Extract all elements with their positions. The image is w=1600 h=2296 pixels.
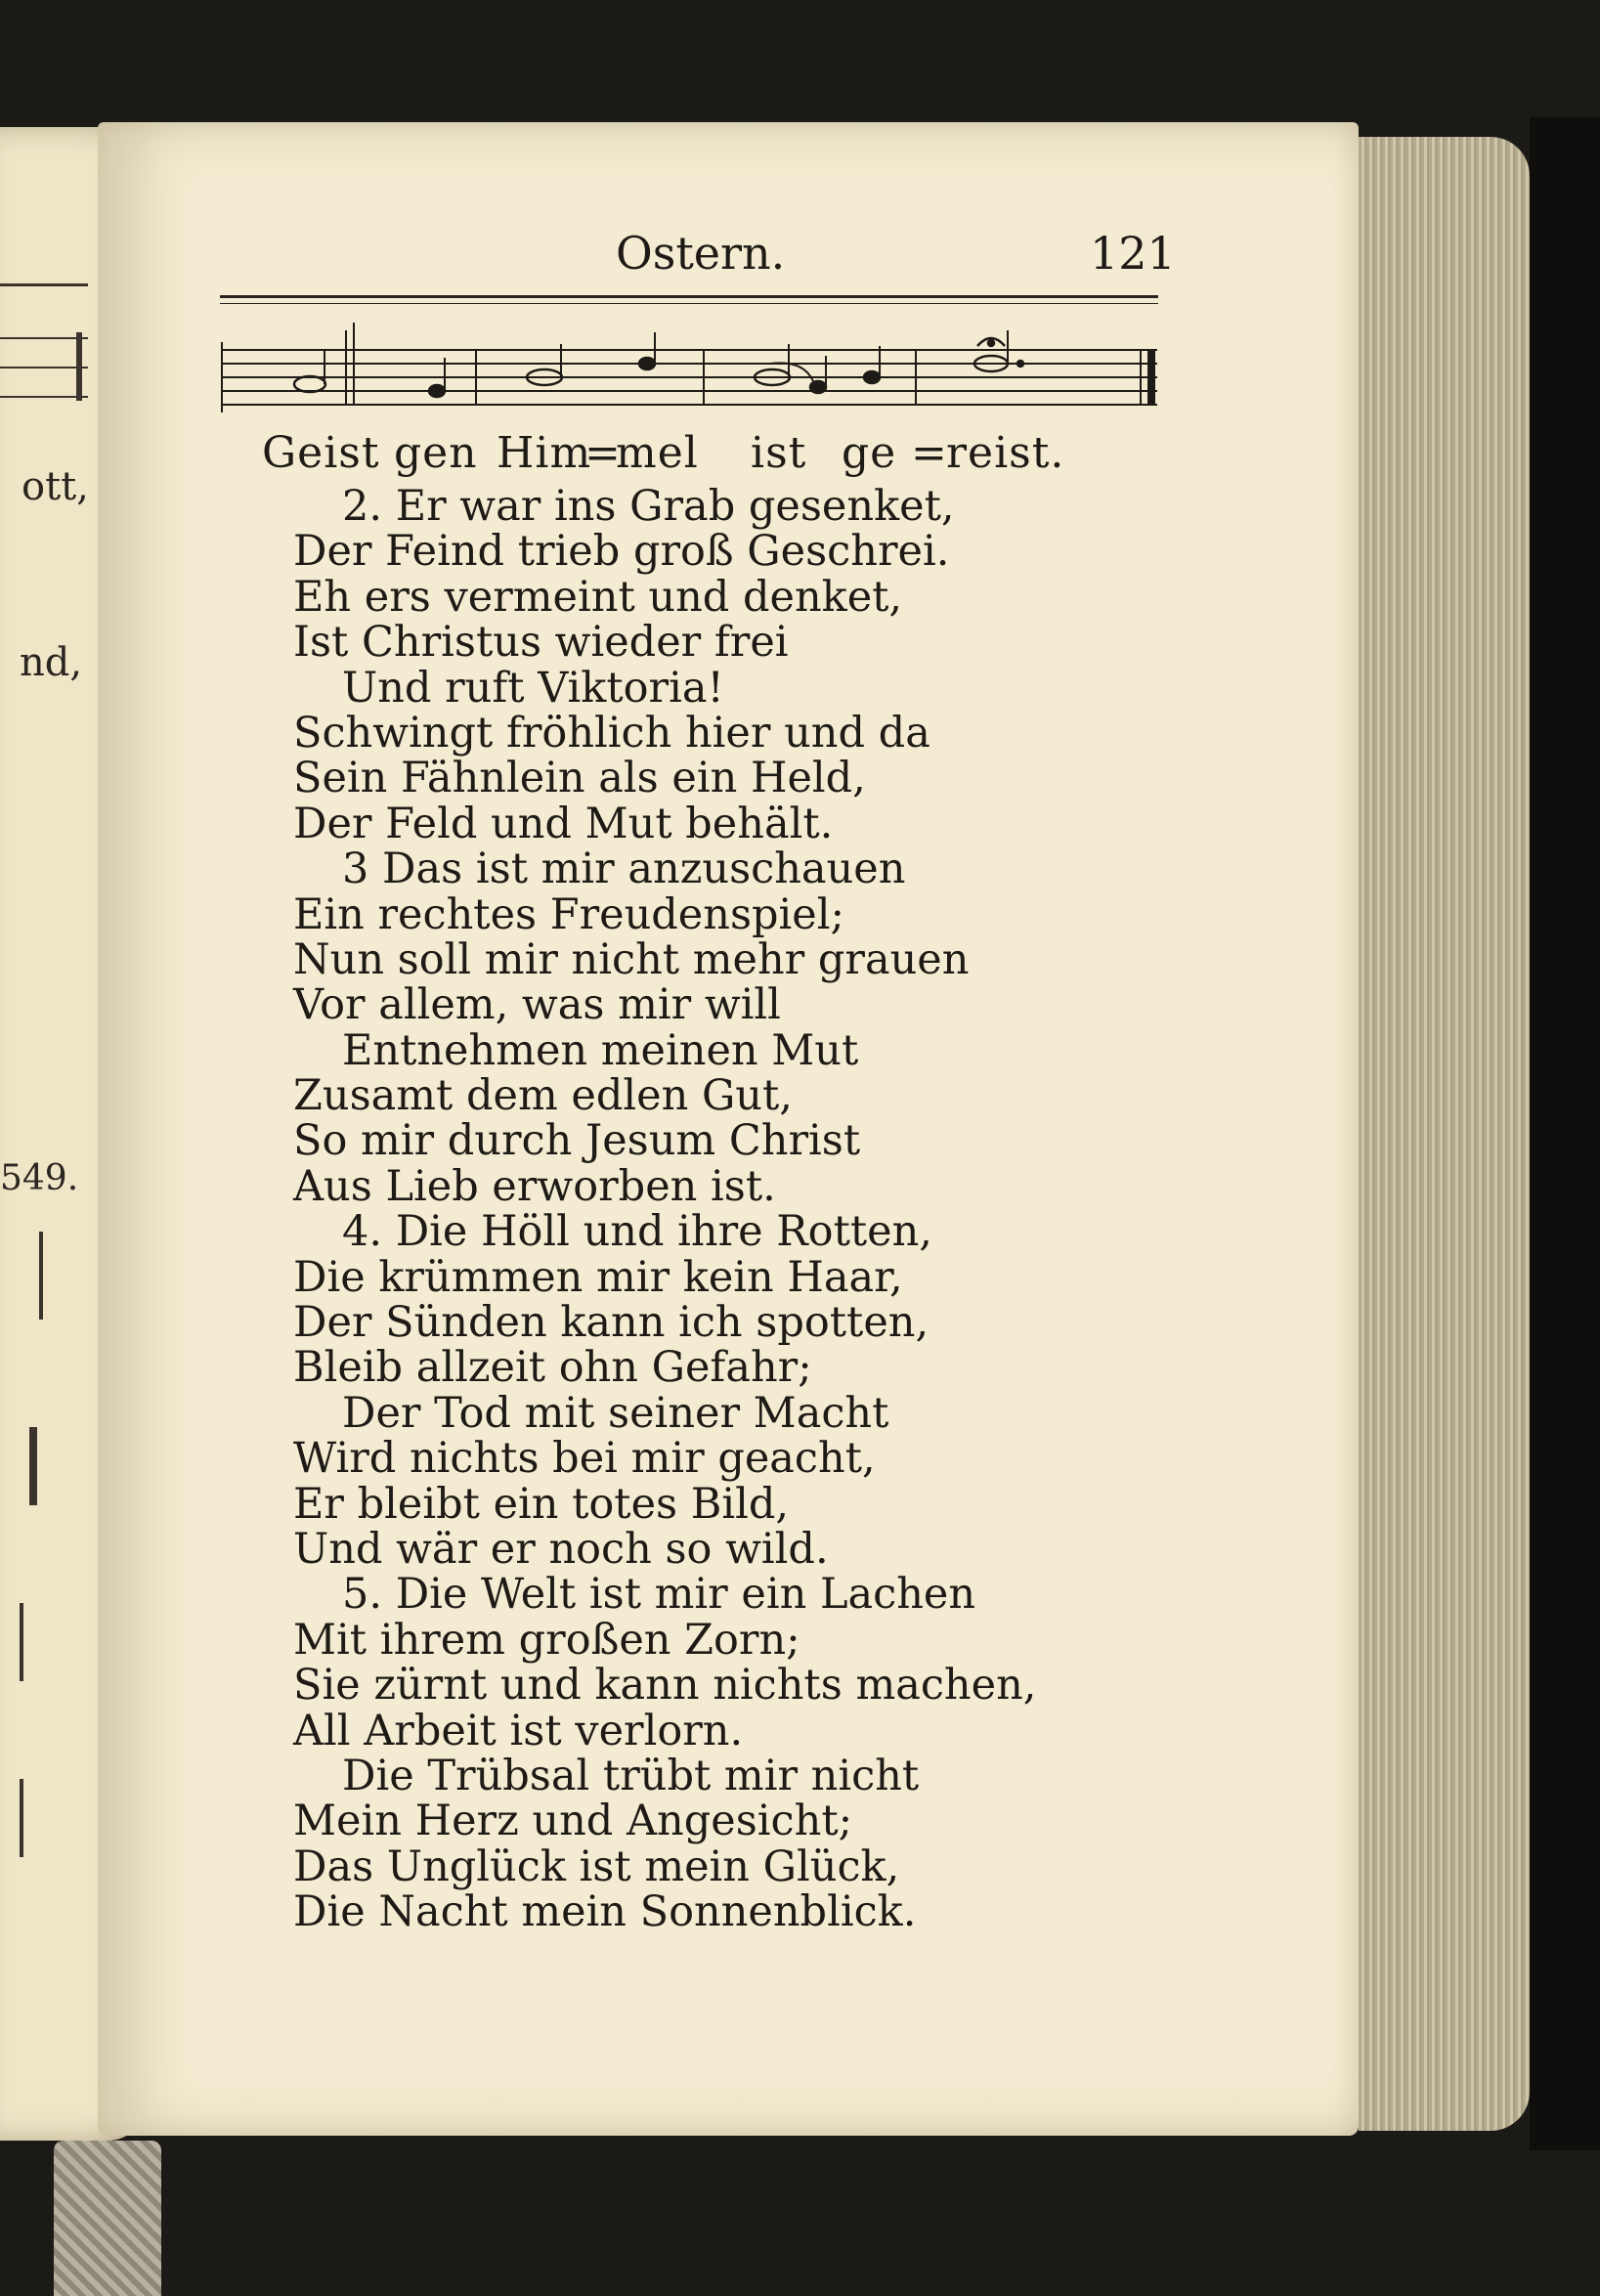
lyric-syllable: ist xyxy=(751,428,807,478)
verse-line: Zusamt dem edlen Gut, xyxy=(293,1071,793,1121)
page-edges xyxy=(1359,137,1530,2131)
verse-line: Die Trübsal trübt mir nicht xyxy=(342,1751,920,1800)
verse-line: Und wär er noch so wild. xyxy=(293,1524,829,1574)
verse-line: Bleib allzeit ohn Gefahr; xyxy=(293,1343,812,1393)
verse-line: Und ruft Viktoria! xyxy=(342,663,724,713)
header-rule-thin xyxy=(220,303,1158,304)
previous-page-barline xyxy=(20,1603,23,1681)
lyric-syllable: reist. xyxy=(946,428,1065,478)
lyric-syllable: ge xyxy=(842,428,897,478)
verse-line: Der Feind trieb groß Geschrei. xyxy=(293,527,950,577)
page-title: Ostern. xyxy=(616,227,786,280)
verse-line: 3 Das ist mir anzuschauen xyxy=(342,845,906,894)
verse-line: All Arbeit ist verlorn. xyxy=(293,1706,744,1755)
header-rule xyxy=(220,295,1158,298)
verse-line: 2. Er war ins Grab gesenket, xyxy=(342,482,955,531)
lyric-syllable: Him xyxy=(497,428,592,478)
verse-line: Mein Herz und Angesicht; xyxy=(293,1797,853,1846)
previous-page-staff-line xyxy=(0,367,88,368)
verse-line: Der Feld und Mut behält. xyxy=(293,799,834,848)
lyric-hyphen: = xyxy=(584,428,622,478)
verse-line: 4. Die Höll und ihre Rotten, xyxy=(342,1207,932,1257)
hymn-verses xyxy=(293,484,1036,1935)
previous-page-barline xyxy=(39,1232,43,1320)
music-staff xyxy=(217,323,1165,440)
verse-line: Die Nacht mein Sonnenblick. xyxy=(293,1887,917,1937)
previous-page-barline xyxy=(29,1427,37,1505)
lyric-syllable: gen xyxy=(394,428,478,478)
bleed-through-text xyxy=(1056,1495,1074,1564)
previous-page-staff-line xyxy=(0,337,88,339)
verse-line: Vor allem, was mir will xyxy=(293,980,781,1030)
verse-line: Entnehmen meinen Mut xyxy=(342,1025,859,1075)
previous-page-staff-line xyxy=(0,396,88,398)
page-number: 121 xyxy=(1090,227,1176,280)
verse-line: Ein rechtes Freudenspiel; xyxy=(293,889,844,939)
lyric-hyphen: = xyxy=(911,428,948,478)
previous-page-fragment: ott, xyxy=(22,464,89,509)
previous-page-fragment: 549. xyxy=(0,1158,79,1198)
verse-line: Aus Lieb erworben ist. xyxy=(293,1161,776,1211)
verse-line: Wird nichts bei mir geacht, xyxy=(293,1434,876,1484)
verse-line: Eh ers vermeint und denket, xyxy=(293,572,903,622)
previous-page-barline xyxy=(76,332,82,401)
previous-page-rule xyxy=(0,283,88,286)
bookmark-ribbon xyxy=(54,2141,161,2296)
verse-line: Die krümmen mir kein Haar, xyxy=(293,1252,903,1302)
previous-page-barline xyxy=(20,1779,23,1857)
verse-line: Schwingt fröhlich hier und da xyxy=(293,708,930,758)
verse-line: Der Sünden kann ich spotten, xyxy=(293,1298,930,1348)
verse-line: Ist Christus wieder frei xyxy=(293,618,789,668)
lyric-syllable: mel xyxy=(616,428,699,478)
verse-line: Er bleibt ein totes Bild, xyxy=(293,1479,790,1529)
verse-line: 5. Die Welt ist mir ein Lachen xyxy=(342,1570,976,1620)
verse-line: So mir durch Jesum Christ xyxy=(293,1116,861,1166)
verse-line: Sie zürnt und kann nichts machen, xyxy=(293,1661,1037,1711)
verse-line: Sein Fähnlein als ein Held, xyxy=(293,754,866,803)
verse-line: Das Unglück ist mein Glück, xyxy=(293,1841,900,1891)
verse-line: Nun soll mir nicht mehr grauen xyxy=(293,934,970,984)
previous-page-fragment: nd, xyxy=(20,640,83,685)
verse-line: Der Tod mit seiner Macht xyxy=(342,1388,889,1438)
book-cover xyxy=(1530,117,1600,2150)
verse-line: Mit ihrem großen Zorn; xyxy=(293,1615,800,1665)
lyric-syllable: Geist xyxy=(262,428,380,478)
